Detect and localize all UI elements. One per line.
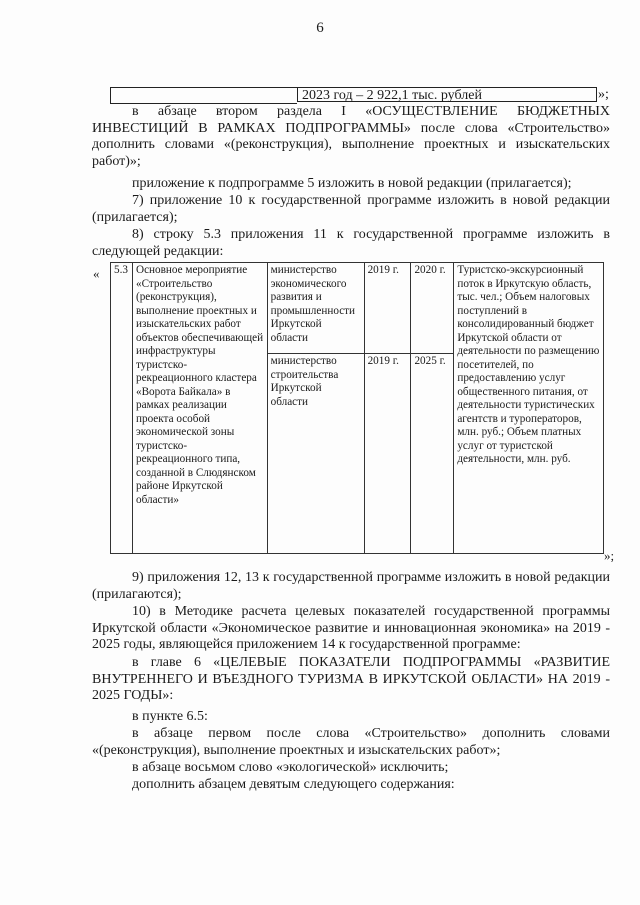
paragraph-first-indent: в абзаце первом после слова «Строительство» дополнить словами «(реконструкция), выполнение проектных и изыскательских работ»;: [92, 726, 610, 758]
paragraph-eighth-indent: в абзаце восьмом слово «экологической» исключить;: [132, 760, 449, 775]
end-year-cell: 2020 г.: [411, 263, 454, 354]
paragraph-item-9: 9) приложения 12, 13 к государственной программе изложить в новой редакции (прилагаются);: [92, 570, 610, 602]
row-5-3-table: [110, 262, 604, 554]
activity-cell: Основное мероприятие «Строительство (реконструкция), выполнение проектных и изыскательских работ объектов обеспечивающей инфраструктуры туристско-рекреационного кластера «Ворота Байкала» в рамках реализации проекта особой экономической зоны туристско-рекреационного типа, созданной в Слюдянском районе Иркутской области»: [132, 263, 267, 554]
paragraph-ninth-indent: дополнить абзацем девятым следующего содержания:: [132, 777, 455, 792]
paragraph-item-8: 8) строку 5.3 приложения 11 к государственной программе изложить в следующей редакции:: [92, 227, 610, 259]
paragraph-item-10: 10) в Методике расчета целевых показателей государственной программы Иркутской области «Экономическое развитие и инновационная экономика» на 2019 - 2025 годы, являющейся приложением 14 к государственной программе:: [92, 604, 610, 652]
paragraph-section-1-amend: в абзаце втором раздела I «ОСУЩЕСТВЛЕНИЕ БЮДЖЕТНЫХ ИНВЕСТИЦИЙ В РАМКАХ ПОДПРОГРАММЫ» после слова «Строительство» дополнить словами «(реконструкция), выполнение проектных и изыскательских работ)»;: [92, 104, 610, 169]
amount-table-row: [110, 87, 610, 103]
start-year-cell: 2019 г.: [364, 263, 411, 354]
table-close-quote: »;: [604, 548, 615, 563]
executor-cell: министерство экономического развития и промышленности Иркутской области: [267, 263, 364, 354]
amount-table-value-cell: 2023 год – 2 922,1 тыс. рублей: [297, 87, 597, 102]
paragraph-item-7: 7) приложение 10 к государственной программе изложить в новой редакции (прилагается);: [92, 193, 610, 225]
row-number-cell: 5.3: [111, 263, 133, 554]
start-year-cell: 2019 г.: [364, 354, 411, 554]
end-year-cell: 2025 г.: [411, 354, 454, 554]
paragraph-point-6-5: в пункте 6.5:: [132, 709, 208, 724]
paragraph-appendix-5: приложение к подпрограмме 5 изложить в новой редакции (прилагается);: [132, 176, 572, 191]
page-number: 6: [316, 20, 324, 36]
amount-table-close-quote: »;: [598, 87, 609, 102]
executor-cell: министерство строительства Иркутской области: [267, 354, 364, 554]
amount-table-empty-cell: [110, 87, 297, 104]
table-open-quote: «: [93, 266, 100, 281]
indicators-cell: Туристско-экскурсионный поток в Иркутскую область, тыс. чел.; Объем налоговых поступлений в консолидированный бюджет Иркутской области от деятельности по размещению посетителей, по предоставлению услуг общественного питания, от деятельности туристических агентств и туроператоров, млн. руб.; Объем платных услуг от туристской деятельности, млн. руб.: [454, 263, 604, 554]
paragraph-chapter-6: в главе 6 «ЦЕЛЕВЫЕ ПОКАЗАТЕЛИ ПОДПРОГРАММЫ «РАЗВИТИЕ ВНУТРЕННЕГО И ВЪЕЗДНОГО ТУРИЗМА В ИРКУТСКОЙ ОБЛАСТИ» НА 2019 - 2025 ГОДЫ»:: [92, 655, 610, 703]
